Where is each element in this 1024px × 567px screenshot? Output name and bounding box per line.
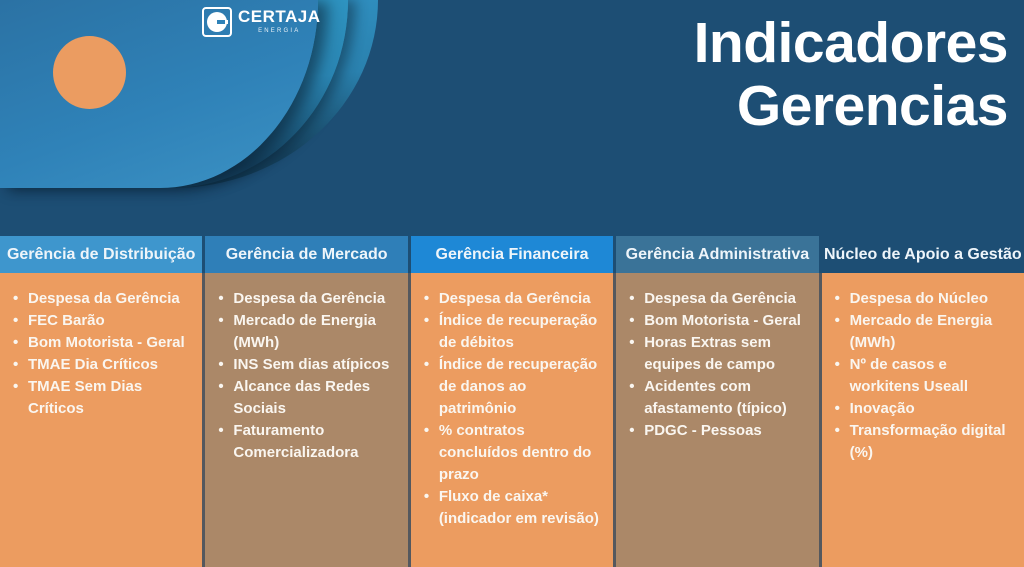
column-header-administrativa: Gerência Administrativa	[616, 236, 818, 273]
column-header-nucleo: Núcleo de Apoio a Gestão	[822, 236, 1024, 273]
column-administrativa	[616, 236, 818, 567]
column-body-distribuicao	[0, 273, 202, 567]
list-item: • Nº de casos e workitens Useall	[834, 354, 1014, 398]
indicator-columns	[0, 236, 1024, 567]
list-item: • Bom Motorista - Geral	[628, 310, 808, 332]
list-item: • Bom Motorista - Geral	[12, 332, 192, 354]
column-body-administrativa	[616, 273, 818, 567]
list-item: • Despesa do Núcleo	[834, 288, 1014, 310]
brand-name: CERTAJA	[238, 7, 321, 26]
column-body-financeira	[411, 273, 613, 567]
list-item: • Acidentes com afastamento (típico)	[628, 376, 808, 420]
list-item: • Mercado de Energia (MWh)	[217, 310, 397, 354]
list-item: • Despesa da Gerência	[423, 288, 603, 310]
list-item: • PDGC - Pessoas	[628, 420, 808, 442]
list-item: • Mercado de Energia (MWh)	[834, 310, 1014, 354]
list-item: • TMAE Dia Críticos	[12, 354, 192, 376]
indicator-list	[217, 288, 397, 464]
column-financeira	[411, 236, 613, 567]
indicator-list	[834, 288, 1014, 464]
certaja-logo-icon	[202, 7, 232, 37]
list-item: • Transformação digital (%)	[834, 420, 1014, 464]
indicator-list	[423, 288, 603, 530]
list-item: • Despesa da Gerência	[12, 288, 192, 310]
column-header-financeira: Gerência Financeira	[411, 236, 613, 273]
logo-nub	[225, 20, 228, 24]
brand-text	[238, 7, 321, 35]
list-item: • Fluxo de caixa* (indicador em revisão)	[423, 486, 603, 530]
page-title	[694, 12, 1008, 138]
brand-logo	[202, 7, 321, 37]
list-item: • Despesa da Gerência	[217, 288, 397, 310]
column-distribuicao	[0, 236, 202, 567]
list-item: • Alcance das Redes Sociais	[217, 376, 397, 420]
column-mercado	[205, 236, 407, 567]
indicator-list	[628, 288, 808, 442]
list-item: • % contratos concluídos dentro do prazo	[423, 420, 603, 486]
list-item: • Índice de recuperação de danos ao patrimônio	[423, 354, 603, 420]
list-item: • Faturamento Comercializadora	[217, 420, 397, 464]
indicator-list	[12, 288, 192, 420]
page-title-line1: Indicadores	[693, 11, 1008, 75]
column-nucleo	[822, 236, 1024, 567]
list-item: • FEC Barão	[12, 310, 192, 332]
list-item: • Horas Extras sem equipes de campo	[628, 332, 808, 376]
page-title-line2: Gerencias	[736, 74, 1008, 138]
column-body-nucleo	[822, 273, 1024, 567]
hero-area	[0, 0, 1024, 240]
orange-circle	[53, 36, 126, 109]
column-header-distribuicao: Gerência de Distribuição	[0, 236, 202, 273]
column-header-mercado: Gerência de Mercado	[205, 236, 407, 273]
brand-subtitle: ENERGIA	[258, 28, 301, 34]
list-item: • Despesa da Gerência	[628, 288, 808, 310]
list-item: • Inovação	[834, 398, 1014, 420]
column-body-mercado	[205, 273, 407, 567]
list-item: • INS Sem dias atípicos	[217, 354, 397, 376]
list-item: • TMAE Sem Dias Críticos	[12, 376, 192, 420]
list-item: • Índice de recuperação de débitos	[423, 310, 603, 354]
